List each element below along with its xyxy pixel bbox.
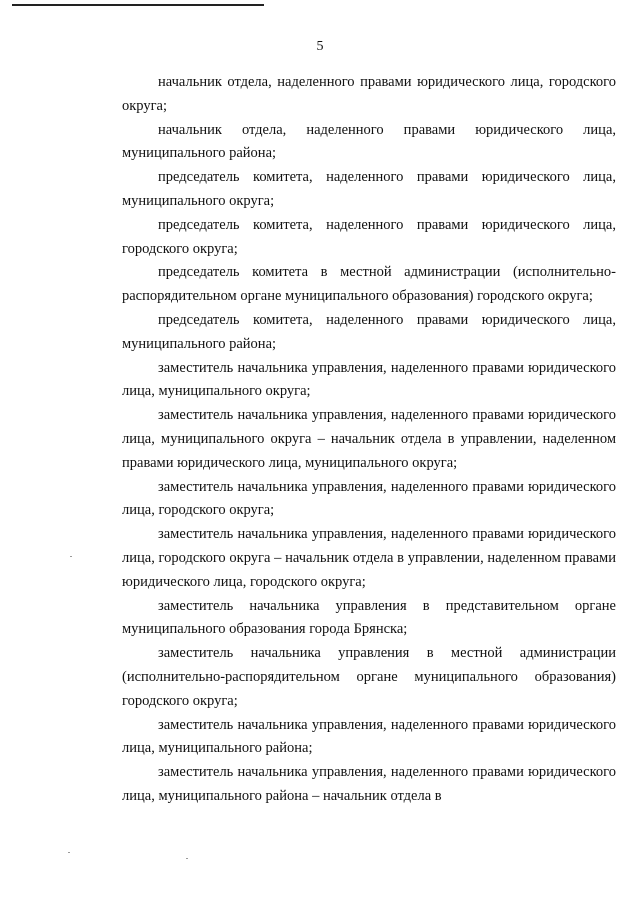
list-paragraph: заместитель начальника управления, наделенного правами юридического лица, муниципального округа; xyxy=(122,359,616,400)
list-paragraph: начальник отдела, наделенного правами юридического лица, городского округа; xyxy=(122,74,616,114)
list-paragraph: председатель комитета в местной администрации (исполнительно-распорядительном органе муниципального образования) городского округа; xyxy=(122,264,616,305)
list-paragraph: заместитель начальника управления в местной администрации (исполнительно-распорядительном органе муниципального образования) городского округа; xyxy=(122,645,616,709)
list-paragraph: заместитель начальника управления, наделенного правами юридического лица, муниципального округа – начальник отдела в управлении, наделенном правами юридического лица, муниципального округа; xyxy=(122,407,616,471)
document-body xyxy=(122,71,616,809)
list-paragraph: заместитель начальника управления, наделенного правами юридического лица, городского округа – начальник отдела в управлении, наделенном правами юридического лица, городского округа; xyxy=(122,526,616,590)
list-paragraph: председатель комитета, наделенного правами юридического лица, муниципального округа; xyxy=(122,169,616,209)
list-paragraph: заместитель начальника управления, наделенного правами юридического лица, муниципального района; xyxy=(122,716,616,757)
scan-speck xyxy=(68,852,70,853)
list-paragraph: председатель комитета, наделенного правами юридического лица, муниципального района; xyxy=(122,311,616,352)
page-number: 5 xyxy=(316,39,324,54)
scan-speck xyxy=(186,858,188,859)
list-paragraph: заместитель начальника управления, наделенного правами юридического лица, городского округа; xyxy=(122,478,616,519)
top-rule xyxy=(12,4,264,6)
list-paragraph: начальник отдела, наделенного правами юридического лица, муниципального района; xyxy=(122,121,616,162)
list-paragraph: заместитель начальника управления в представительном органе муниципального образования города Брянска; xyxy=(122,597,616,638)
list-paragraph: заместитель начальника управления, наделенного правами юридического лица, муниципального района – начальник отдела в xyxy=(122,764,616,804)
list-paragraph: председатель комитета, наделенного правами юридического лица, городского округа; xyxy=(122,216,616,257)
scan-speck xyxy=(70,556,72,557)
